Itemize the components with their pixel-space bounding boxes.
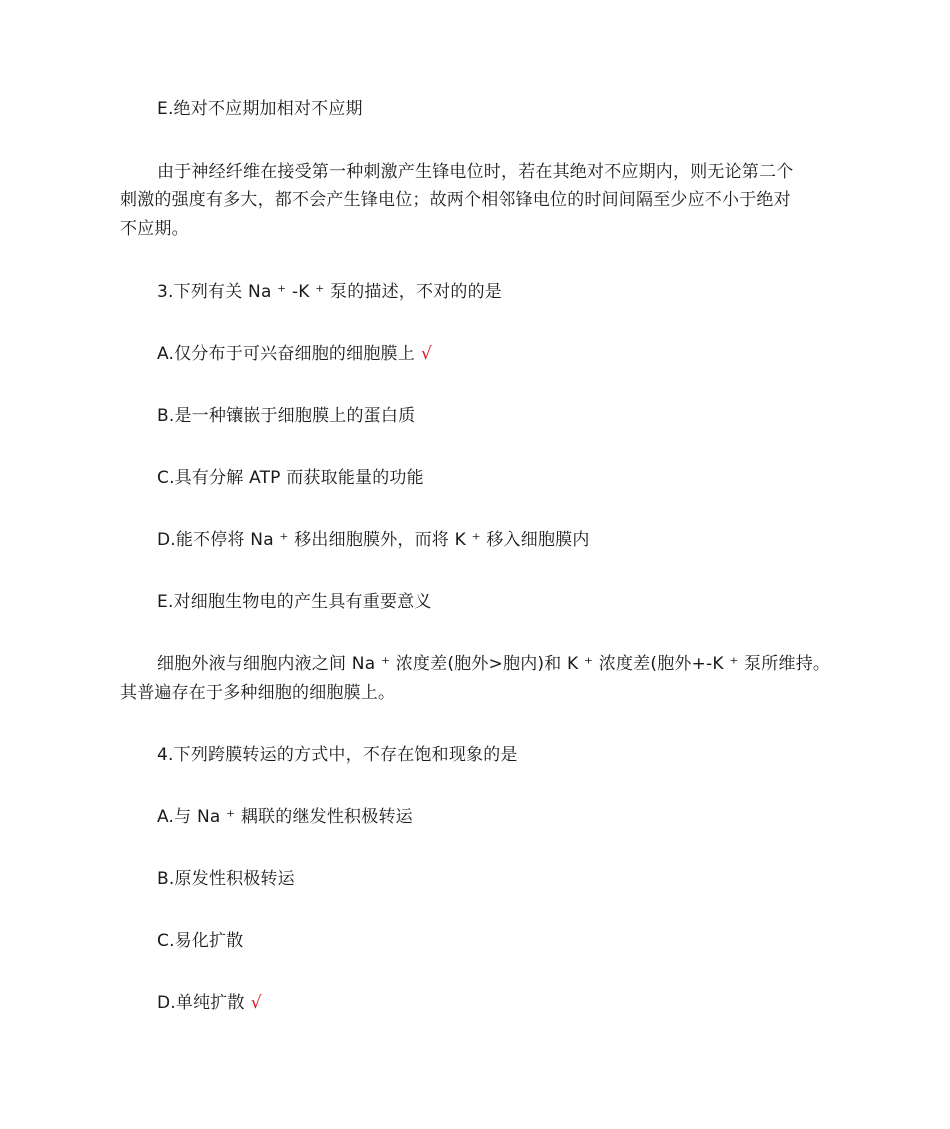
option-text: A.仅分布于可兴奋细胞的细胞膜上 — [157, 344, 415, 364]
option-b-q4 — [157, 866, 295, 892]
explanation-text: 细胞外液与细胞内液之间 Na ⁺ 浓度差(胞外>胞内)和 K ⁺ 浓度差(胞外+-K ⁺ 泵所维持。 — [157, 654, 831, 674]
explanation-line-1 — [157, 159, 793, 185]
option-e-q3 — [157, 589, 432, 615]
question-4 — [157, 742, 518, 768]
option-text: E.绝对不应期加相对不应期 — [157, 99, 363, 119]
option-d-q4 — [157, 990, 262, 1016]
explanation-text: 其普遍存在于多种细胞的细胞膜上。 — [120, 683, 396, 703]
option-a-q3 — [157, 341, 432, 367]
option-text: C.易化扩散 — [157, 931, 244, 951]
explanation-text: 刺激的强度有多大，都不会产生锋电位；故两个相邻锋电位的时间间隔至少应不小于绝对 — [120, 190, 791, 210]
explanation-line-5 — [120, 680, 395, 706]
option-text: D.能不停将 Na ⁺ 移出细胞膜外，而将 K ⁺ 移入细胞膜内 — [157, 530, 590, 550]
explanation-text: 不应期。 — [120, 219, 189, 239]
explanation-line-4 — [157, 651, 830, 677]
option-d-q3 — [157, 527, 590, 553]
option-text: D.单纯扩散 — [157, 993, 245, 1013]
option-e-q2 — [157, 96, 363, 122]
explanation-text: 由于神经纤维在接受第一种刺激产生锋电位时，若在其绝对不应期内，则无论第二个 — [157, 162, 794, 182]
question-text: 3.下列有关 Na ⁺ -K ⁺ 泵的描述，不对的的是 — [157, 282, 503, 302]
option-text: A.与 Na ⁺ 耦联的继发性积极转运 — [157, 807, 413, 827]
option-text: C.具有分解 ATP 而获取能量的功能 — [157, 468, 424, 488]
option-text: B.是一种镶嵌于细胞膜上的蛋白质 — [157, 406, 416, 426]
option-c-q4 — [157, 928, 243, 954]
option-text: B.原发性积极转运 — [157, 869, 295, 889]
question-3 — [157, 279, 502, 305]
explanation-line-2 — [120, 187, 791, 213]
correct-check-mark: √ — [250, 993, 262, 1013]
explanation-line-3 — [120, 216, 189, 242]
option-c-q3 — [157, 465, 424, 491]
option-text: E.对细胞生物电的产生具有重要意义 — [157, 592, 432, 612]
option-b-q3 — [157, 403, 415, 429]
option-a-q4 — [157, 804, 413, 830]
correct-check-mark: √ — [420, 344, 432, 364]
question-text: 4.下列跨膜转运的方式中，不存在饱和现象的是 — [157, 745, 518, 765]
